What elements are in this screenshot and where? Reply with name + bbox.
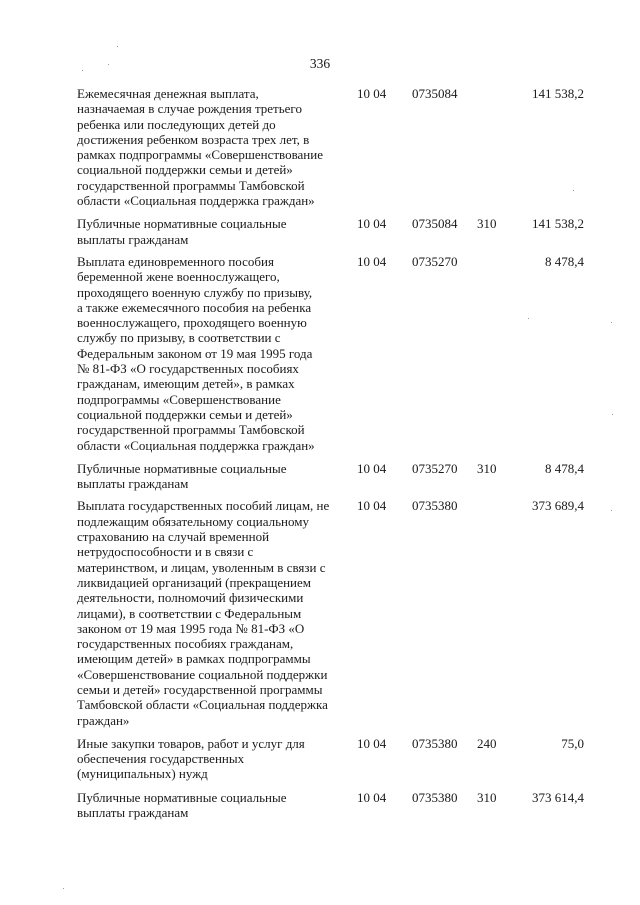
expense-type-code: 310 [477,460,497,476]
scan-speck [117,46,118,47]
row-description: Иные закупки товаров, работ и услуг для обеспечения государственных (муниципальных) нужд [77,735,305,782]
target-article-code: 0735270 [412,253,458,269]
scan-speck [63,888,64,889]
target-article-code: 0735084 [412,86,458,101]
amount: 8 478,4 [545,253,584,269]
section-code: 10 04 [357,789,387,805]
scan-speck [528,318,529,319]
table-row [0,254,640,453]
section-code: 10 04 [357,498,387,514]
amount: 141 538,2 [532,216,584,232]
expense-type-code: 310 [477,216,497,232]
row-description: Публичные нормативные социальные выплаты гражданам [77,460,287,492]
scan-speck [611,510,612,511]
scan-speck [108,64,109,65]
table-row [0,790,640,821]
amount: 373 689,4 [532,498,584,514]
amount: 75,0 [561,735,584,751]
expense-type-code: 310 [477,789,497,805]
scan-speck [573,190,574,191]
table-row [0,461,640,492]
table-row [0,498,640,727]
table-row [0,736,640,782]
row-description: Публичные нормативные социальные выплаты гражданам [77,216,287,247]
target-article-code: 0735270 [412,460,458,476]
row-description: Публичные нормативные социальные выплаты гражданам [77,789,287,821]
budget-table [0,86,640,827]
section-code: 10 04 [357,253,387,269]
amount: 141 538,2 [532,86,584,101]
row-description: Выплата государственных пособий лицам, не подлежащим обязательному социальному страхованию на случай временной нетрудоспособности и в связи с материнством, и лицам, уволенным в связи с ликвидацией организаций (прекращением деятельности, полномочий физическими лицами), в соответствии с Федеральным законом от 19 мая 1995 года № 81-ФЗ «О государственных пособиях гражданам, имеющим детей» в рамках подпрограммы «Совершенствование социальной поддержки семьи и детей» государственной программы Тамбовской области «Социальная поддержка граждан» [77,498,330,728]
page-number: 336 [309,56,331,71]
amount: 8 478,4 [545,460,584,476]
section-code: 10 04 [357,460,387,476]
expense-type-code: 240 [477,735,497,751]
target-article-code: 0735380 [412,735,458,751]
target-article-code: 0735380 [412,789,458,805]
section-code: 10 04 [357,735,387,751]
scan-speck [82,70,83,71]
target-article-code: 0735380 [412,498,458,514]
row-description: Выплата единовременного пособия беременной жене военнослужащего, проходящего военную службу по призыву, а также ежемесячного пособия на ребенка военнослужащего, проходящего военную службу по призыву, в соответствии с Федеральным законом от 19 мая 1995 года № 81-ФЗ «О государственных пособиях гражданам, имеющим детей», в рамках подпрограммы «Совершенствование социальной поддержки семьи и детей» государственной программы Тамбовской области «Социальная поддержка граждан» [77,253,315,453]
scan-speck [612,414,613,415]
table-row [0,86,640,208]
scan-speck [611,322,612,323]
amount: 373 614,4 [532,789,584,805]
section-code: 10 04 [357,86,387,101]
table-row [0,216,640,247]
row-description: Ежемесячная денежная выплата, назначаемая в случае рождения третьего ребенка или последующих детей до достижения ребенком возраста трех лет, в рамках подпрограммы «Совершенствование социальной поддержки семьи и детей» государственной программы Тамбовской области «Социальная поддержка граждан» [77,86,323,209]
target-article-code: 0735084 [412,216,458,232]
section-code: 10 04 [357,216,387,232]
